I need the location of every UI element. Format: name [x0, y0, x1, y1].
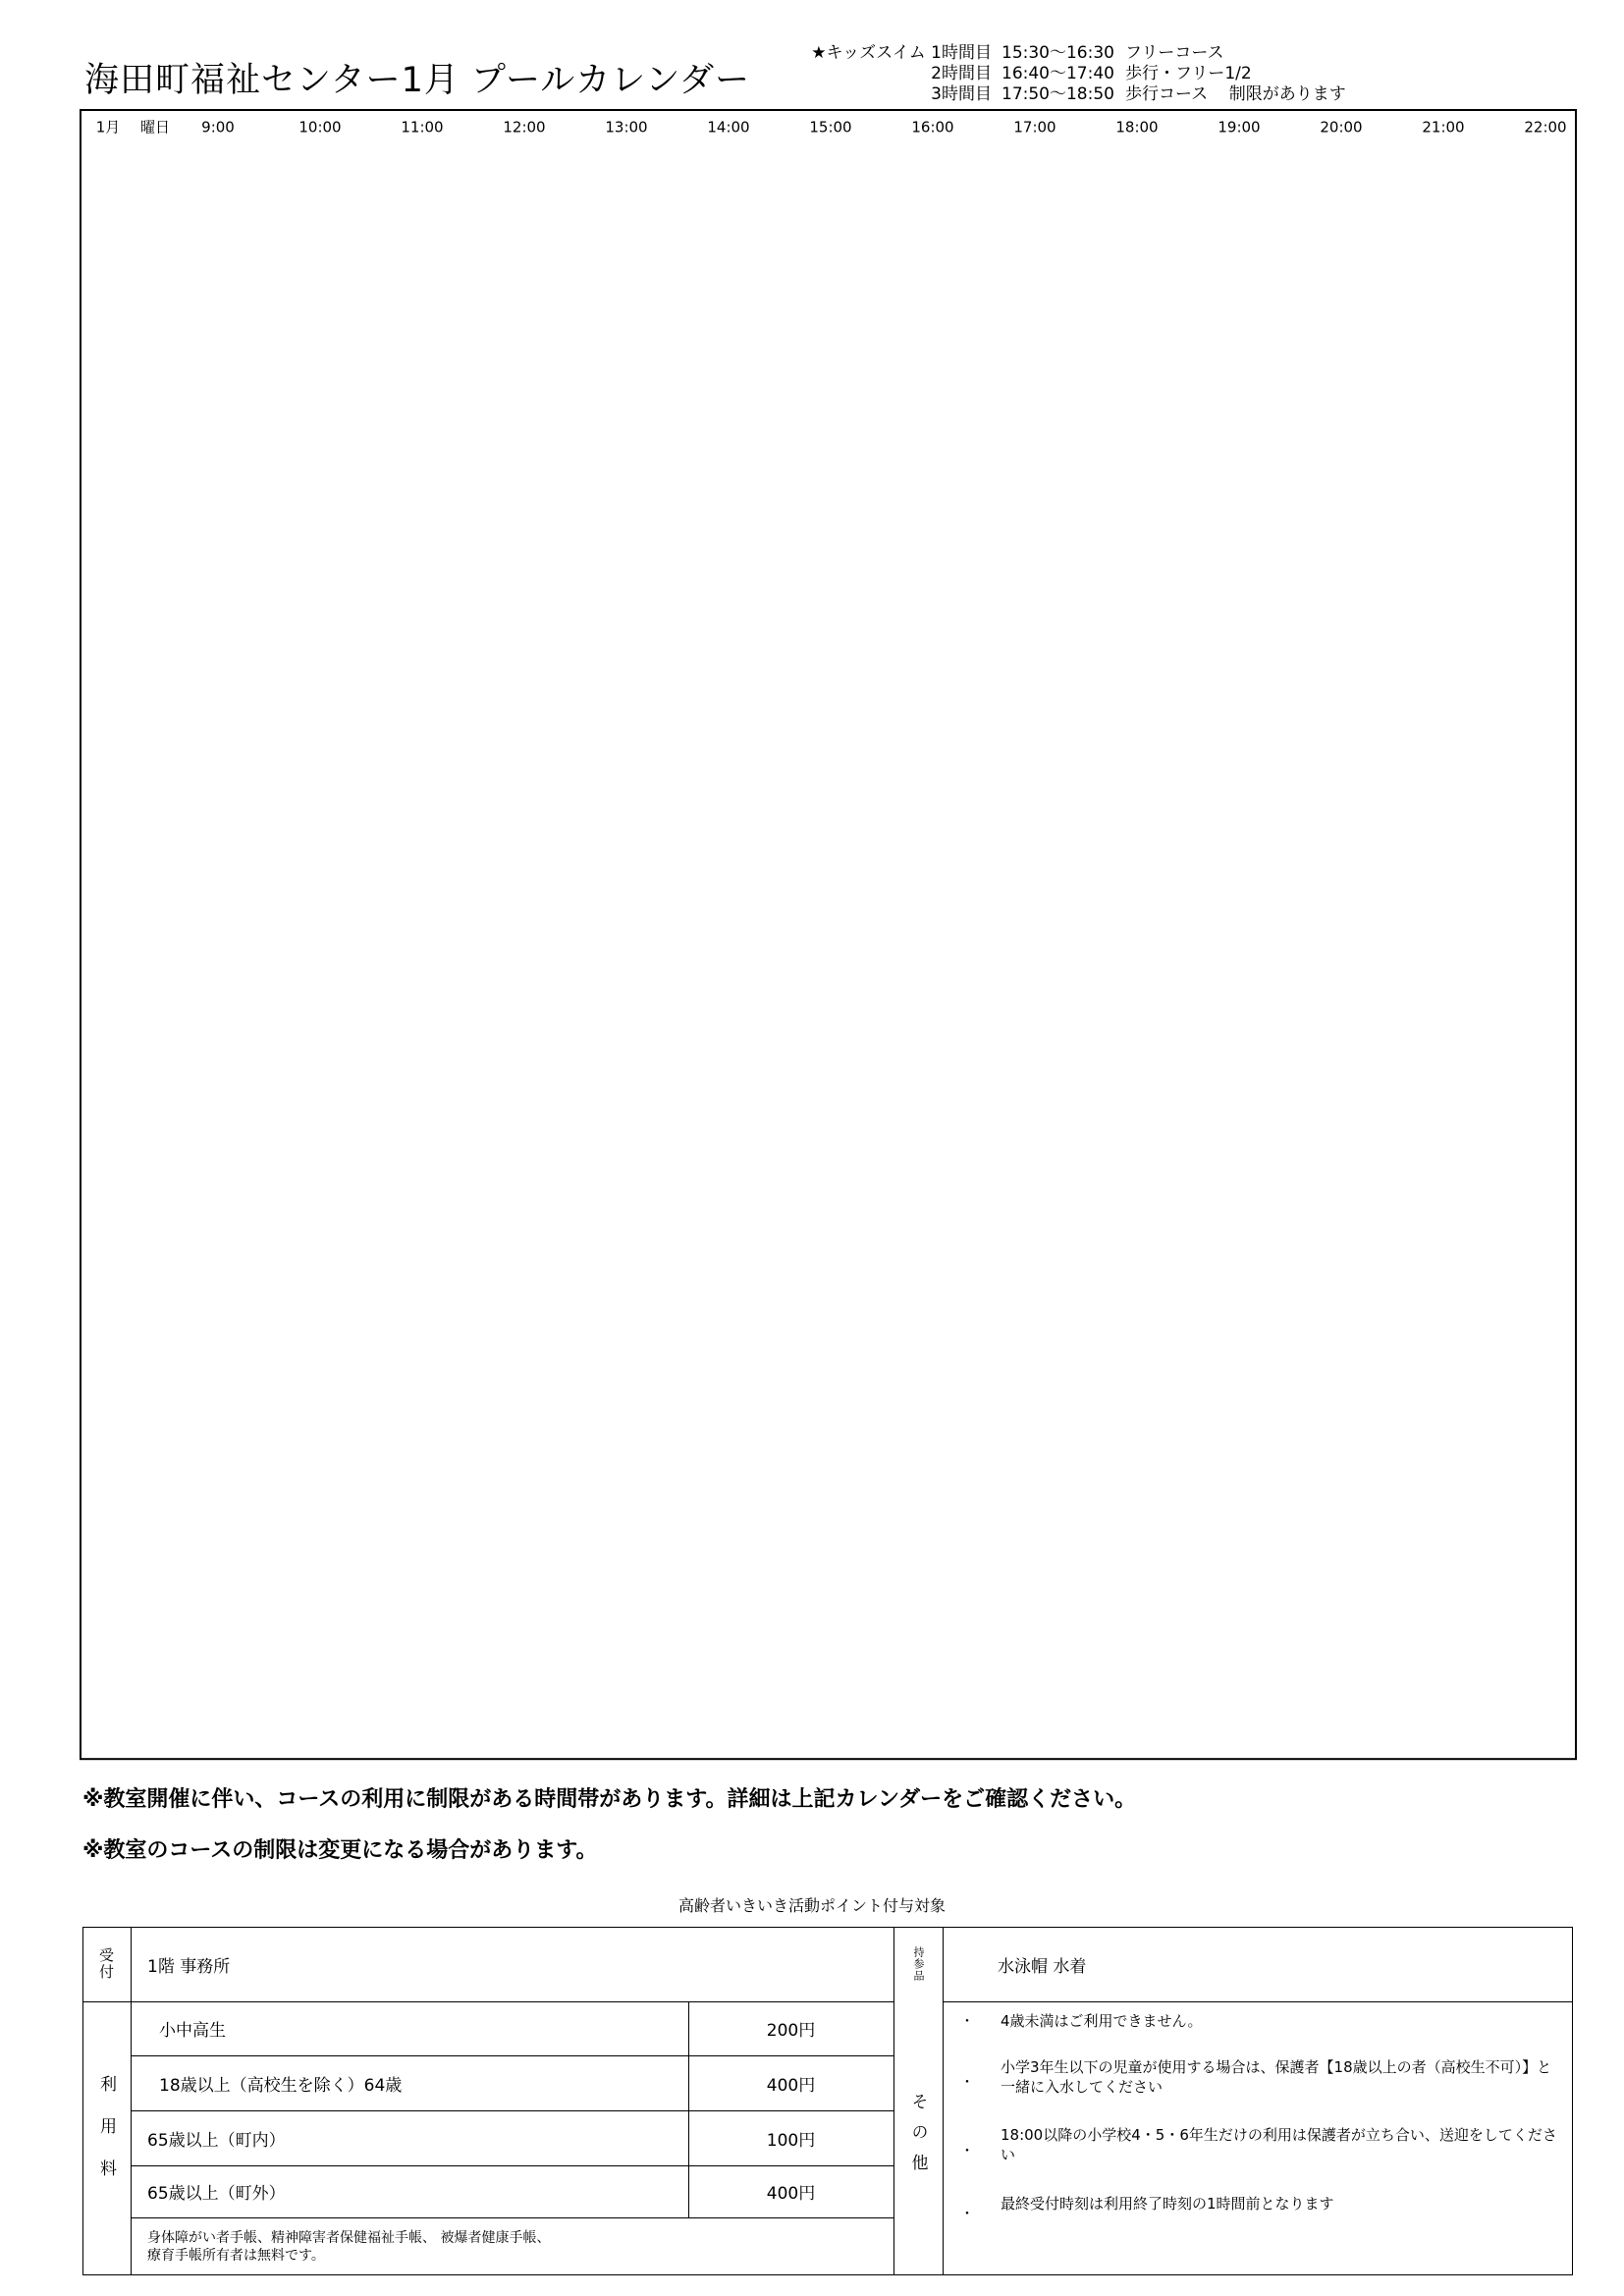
hour-label: 11:00 [401, 118, 444, 137]
note-change: ※教室のコースの制限は変更になる場合があります。 [82, 1838, 598, 1863]
period-time: 16:40〜17:40 [1001, 64, 1114, 83]
bullet: ・ [960, 2014, 974, 2030]
other-item: 最終受付時刻は利用終了時刻の1時間前となります [1001, 2194, 1334, 2213]
period-label: 3時間目 [931, 84, 992, 104]
period-label: 2時間目 [931, 64, 992, 83]
bullet: ・ [960, 2075, 974, 2091]
fee-row-name: 65歳以上（町内） [147, 2130, 286, 2151]
month-header: 1月 [95, 118, 121, 137]
fee-row-price: 100円 [766, 2130, 816, 2151]
items-value: 水泳帽 水着 [998, 1956, 1087, 1977]
other-item: 4歳未満はご利用できません。 [1001, 2011, 1203, 2030]
other-label: その他 [907, 2093, 928, 2184]
hour-label: 22:00 [1524, 118, 1567, 137]
period-course: フリーコース [1125, 43, 1224, 63]
hour-label: 16:00 [911, 118, 954, 137]
page-title: 海田町福祉センター1月 プールカレンダー [84, 61, 750, 100]
fee-row-name: 65歳以上（町外） [147, 2184, 286, 2204]
hour-label: 14:00 [707, 118, 750, 137]
fee-row-name: 小中高生 [159, 2021, 226, 2041]
period-course: 歩行・フリー1/2 [1125, 64, 1252, 83]
bullet: ・ [960, 2207, 974, 2222]
period-label: ★キッズスイム 1時間目 [811, 43, 992, 63]
bullet: ・ [960, 2144, 974, 2159]
hour-label: 19:00 [1218, 118, 1261, 137]
fee-row-price: 400円 [766, 2184, 816, 2204]
reception-label: 受付 [97, 1947, 115, 1981]
period-course: 歩行コース 制限があります [1125, 84, 1346, 104]
hour-label: 15:00 [809, 118, 852, 137]
hour-label: 9:00 [201, 118, 235, 137]
hour-label: 21:00 [1422, 118, 1465, 137]
items-label: 持参品 [912, 1946, 925, 1982]
fee-row-name: 18歳以上（高校生を除く）64歳 [159, 2075, 403, 2096]
fee-row-price: 400円 [766, 2075, 816, 2096]
fee-row-price: 200円 [766, 2021, 816, 2041]
hour-label: 18:00 [1115, 118, 1159, 137]
hour-label: 13:00 [605, 118, 648, 137]
dow-header: 曜日 [139, 118, 171, 137]
hour-label: 17:00 [1013, 118, 1056, 137]
other-item: 18:00以降の小学校4・5・6年生だけの利用は保護者が立ち合い、送迎をしてください [1001, 2126, 1557, 2163]
fee-table [82, 1927, 1573, 2275]
fee-exemption: 身体障がい者手帳、精神障害者保健福祉手帳、 被爆者健康手帳、 療育手帳所有者は無料です。 [147, 2229, 551, 2264]
hour-label: 10:00 [298, 118, 342, 137]
hour-label: 20:00 [1320, 118, 1363, 137]
points-note: 高齢者いきいき活動ポイント付与対象 [677, 1896, 946, 1915]
period-time: 15:30〜16:30 [1001, 43, 1114, 63]
note-restriction: ※教室開催に伴い、コースの利用に制限がある時間帯があります。詳細は上記カレンダーをご確認ください。 [82, 1787, 1137, 1812]
notes [82, 1782, 1136, 1885]
calendar-frame [81, 110, 1576, 1759]
hour-label: 12:00 [503, 118, 546, 137]
other-item: 小学3年生以下の児童が使用する場合は、保護者【18歳以上の者（高校生不可）】と一緒に入水してください [1001, 2058, 1552, 2096]
period-time: 17:50〜18:50 [1001, 84, 1114, 104]
reception-value: 1階 事務所 [147, 1956, 231, 1977]
fee-label: 利用料 [96, 2075, 116, 2202]
